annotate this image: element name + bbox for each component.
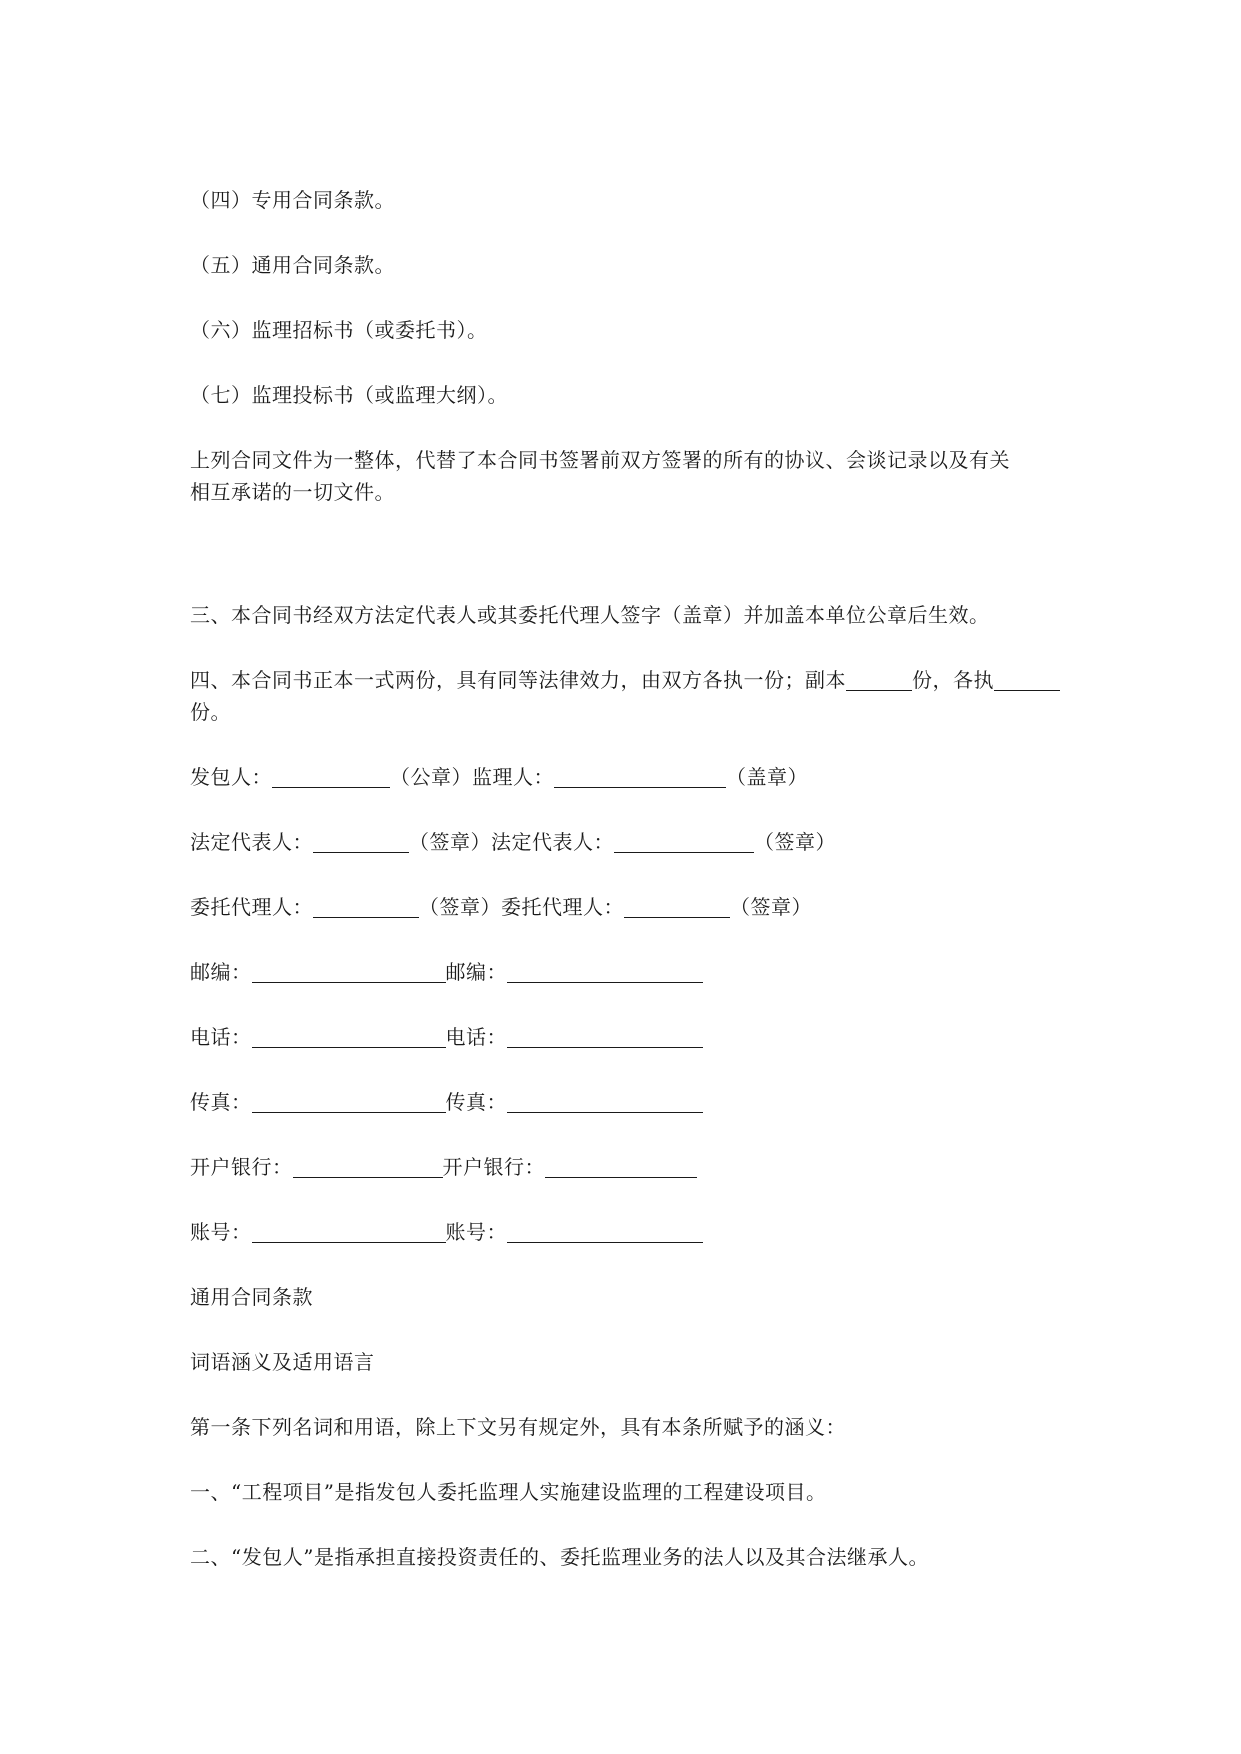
clause-four-line1 <box>190 666 1060 694</box>
postcode-label-a: 邮编： <box>190 960 252 984</box>
agent-label-a: 委托代理人： <box>190 895 313 919</box>
agent-blank-a <box>313 897 419 918</box>
sign-row-legal-rep <box>190 828 836 856</box>
issuer-label: 发包人： <box>190 765 272 789</box>
phone-label-b: 电话： <box>445 1025 507 1049</box>
bank-blank-b <box>545 1157 697 1178</box>
legal-rep-blank-b <box>614 832 754 853</box>
agent-label-b: 委托代理人： <box>501 895 624 919</box>
sign-row-issuer <box>190 763 808 791</box>
phone-label-a: 电话： <box>190 1025 252 1049</box>
definition-two: 二、“发包人”是指承担直接投资责任的、委托监理业务的法人以及其合法继承人。 <box>190 1545 929 1569</box>
phone-blank-b <box>507 1027 703 1048</box>
legal-rep-label-a: 法定代表人： <box>190 830 313 854</box>
copies-blank <box>846 670 912 691</box>
clause-four-text-a: 四、本合同书正本一式两份，具有同等法律效力，由双方各执一份；副本 <box>190 668 846 692</box>
account-label-b: 账号： <box>445 1220 507 1244</box>
bank-blank-a <box>293 1157 443 1178</box>
sign-row-fax <box>190 1088 703 1116</box>
legal-rep-blank-a <box>313 832 409 853</box>
clause-three: 三、本合同书经双方法定代表人或其委托代理人签字（盖章）并加盖本单位公章后生效。 <box>190 603 990 627</box>
list-item-6: （六）监理招标书（或委托书）。 <box>190 318 488 342</box>
bank-label-a: 开户银行： <box>190 1155 293 1179</box>
subsection-title: 词语涵义及适用语言 <box>190 1350 375 1374</box>
issuer-blank <box>272 767 390 788</box>
issuer-seal: （公章） <box>390 765 472 789</box>
supervisor-label: 监理人： <box>472 765 554 789</box>
legal-rep-label-b: 法定代表人： <box>491 830 614 854</box>
phone-blank-a <box>252 1027 446 1048</box>
paragraph-whole-line2: 相互承诺的一切文件。 <box>190 480 395 504</box>
clause-four-line2: 份。 <box>190 700 231 724</box>
postcode-blank-a <box>252 962 446 983</box>
legal-rep-seal-a: （签章） <box>409 830 491 854</box>
agent-seal-a: （签章） <box>419 895 501 919</box>
account-blank-a <box>252 1222 446 1243</box>
agent-blank-b <box>624 897 730 918</box>
list-item-7: （七）监理投标书（或监理大纲）。 <box>190 383 508 407</box>
clause-four-text-b: 份，各执 <box>912 668 994 692</box>
fax-blank-a <box>252 1092 446 1113</box>
postcode-label-b: 邮编： <box>445 960 507 984</box>
supervisor-seal: （盖章） <box>726 765 808 789</box>
sign-row-phone <box>190 1023 703 1051</box>
fax-label-b: 传真： <box>445 1090 507 1114</box>
agent-seal-b: （签章） <box>730 895 812 919</box>
section-title: 通用合同条款 <box>190 1285 313 1309</box>
account-blank-b <box>507 1222 703 1243</box>
sign-row-account <box>190 1218 703 1246</box>
definition-one: 一、“工程项目”是指发包人委托监理人实施建设监理的工程建设项目。 <box>190 1480 827 1504</box>
fax-label-a: 传真： <box>190 1090 252 1114</box>
bank-label-b: 开户银行： <box>442 1155 545 1179</box>
supervisor-blank <box>554 767 726 788</box>
sign-row-postcode <box>190 958 703 986</box>
list-item-4: （四）专用合同条款。 <box>190 188 395 212</box>
fax-blank-b <box>507 1092 703 1113</box>
sign-row-bank <box>190 1153 697 1181</box>
paragraph-whole-line1: 上列合同文件为一整体，代替了本合同书签署前双方签署的所有的协议、会谈记录以及有关 <box>190 448 1010 472</box>
legal-rep-seal-b: （签章） <box>754 830 836 854</box>
sign-row-agent <box>190 893 812 921</box>
list-item-5: （五）通用合同条款。 <box>190 253 395 277</box>
postcode-blank-b <box>507 962 703 983</box>
account-label-a: 账号： <box>190 1220 252 1244</box>
each-blank <box>994 670 1060 691</box>
article-one: 第一条下列名词和用语，除上下文另有规定外，具有本条所赋予的涵义： <box>190 1415 846 1439</box>
